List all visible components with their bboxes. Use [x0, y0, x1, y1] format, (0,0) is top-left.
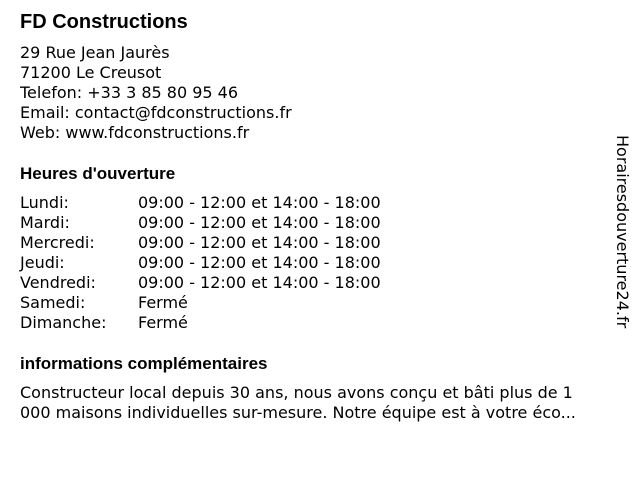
time-value: 09:00 - 12:00 et 14:00 - 18:00	[138, 253, 381, 272]
address-city: 71200 Le Creusot	[20, 63, 162, 82]
additional-info-text	[20, 383, 576, 423]
day-label: Dimanche:	[20, 313, 107, 332]
time-value: 09:00 - 12:00 et 14:00 - 18:00	[138, 273, 381, 292]
additional-info-title: informations complémentaires	[20, 354, 268, 373]
phone-text: Telefon: +33 3 85 80 95 46	[20, 83, 239, 102]
day-label: Mercredi:	[20, 233, 95, 252]
business-name: FD Constructions	[20, 11, 188, 33]
time-value: Fermé	[138, 313, 188, 332]
address-street: 29 Rue Jean Jaurès	[20, 43, 170, 62]
day-label: Vendredi:	[20, 273, 96, 292]
time-value: Fermé	[138, 293, 188, 312]
info-line: Constructeur local depuis 30 ans, nous avons conçu et bâti plus de 1	[20, 383, 573, 402]
day-label: Samedi:	[20, 293, 86, 312]
day-label: Jeudi:	[20, 253, 65, 272]
time-value: 09:00 - 12:00 et 14:00 - 18:00	[138, 193, 381, 212]
day-label: Lundi:	[20, 193, 69, 212]
info-line: 000 maisons individuelles sur-mesure. Notre équipe est à votre éco...	[20, 403, 576, 422]
contact-block	[20, 43, 292, 143]
time-value: 09:00 - 12:00 et 14:00 - 18:00	[138, 213, 381, 232]
email-text: Email: contact@fdconstructions.fr	[20, 103, 292, 122]
time-value: 09:00 - 12:00 et 14:00 - 18:00	[138, 233, 381, 252]
day-label: Mardi:	[20, 213, 70, 232]
site-watermark: Horairesdouverture24.fr	[613, 135, 632, 329]
opening-hours-title: Heures d'ouverture	[20, 164, 176, 183]
website-text: Web: www.fdconstructions.fr	[20, 123, 250, 142]
